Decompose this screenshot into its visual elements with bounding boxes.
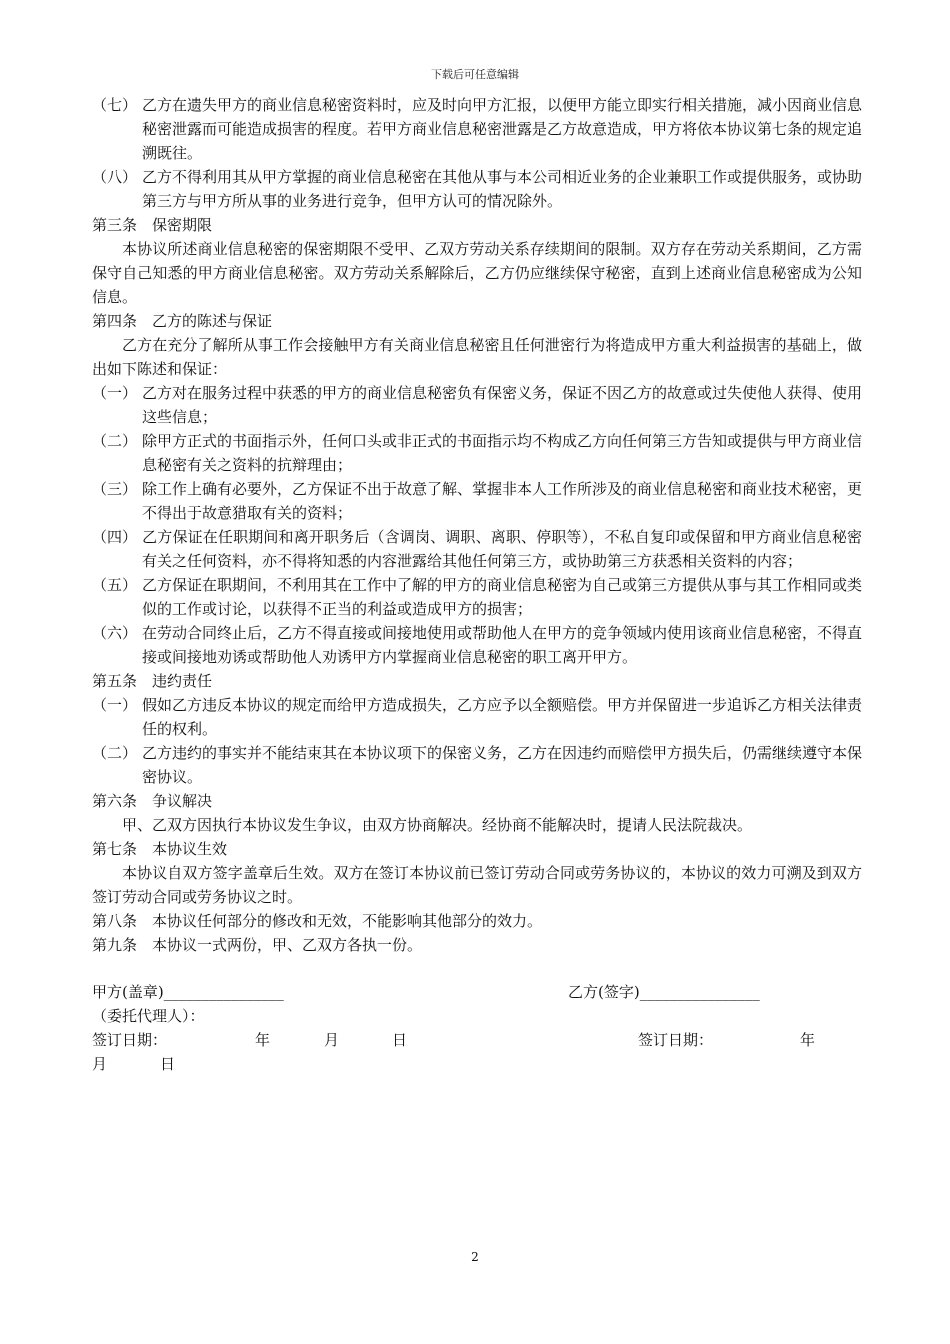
clause-text: 假如乙方违反本协议的规定而给甲方造成损失，乙方应予以全额赔偿。甲方并保留进一步追诉乙方相关法律责任的权利。	[142, 696, 863, 738]
agent-label: （委托代理人）：	[92, 1007, 205, 1025]
article-5-heading: 第五条 违约责任	[92, 672, 213, 690]
clause-text: 乙方不得利用其从甲方掌握的商业信息秘密在其他从事与本公司相近业务的企业兼职工作或提供服务，或协助第三方与甲方所从事的业务进行竞争，但甲方认可的情况除外。	[142, 168, 863, 210]
agent-row	[92, 1004, 862, 1028]
clause-text: 除工作上确有必要外，乙方保证不出于故意了解、掌握非本人工作所涉及的商业信息秘密和商业技术秘密，更不得出于故意猎取有关的资料；	[142, 480, 863, 522]
clause-text: 在劳动合同终止后，乙方不得直接或间接地使用或帮助他人在甲方的竞争领域内使用该商业信息秘密，不得直接或间接地劝诱或帮助他人劝诱甲方内掌握商业信息秘密的职工离开甲方。	[142, 624, 863, 666]
month-label-a: 月	[324, 1031, 340, 1049]
clause-text: 乙方在遗失甲方的商业信息秘密资料时，应及时向甲方汇报，以便甲方能立即实行相关措施，减小因商业信息秘密泄露而可能造成损害的程度。若甲方商业信息秘密泄露是乙方故意造成，甲方将依本协议第七条的规定追溯既往。	[142, 96, 863, 162]
article-9: 第九条 本协议一式两份，甲、乙双方各执一份。	[92, 936, 423, 954]
clause-text: 乙方保证在任职期间和离开职务后（含调岗、调职、离职、停职等），不私自复印或保留和甲方商业信息秘密有关之任何资料，亦不得将知悉的内容泄露给其他任何第三方，或协助第三方获悉相关资料的内容；	[142, 528, 862, 570]
clause-text: 除甲方正式的书面指示外，任何口头或非正式的书面指示均不构成乙方向任何第三方告知或提供与甲方商业信息秘密有关之资料的抗辩理由；	[142, 432, 863, 474]
date-label-b: 签订日期：	[638, 1031, 714, 1049]
clause-number: （一）	[92, 696, 138, 714]
clause-number: （二）	[92, 432, 138, 450]
article-6-body: 甲、乙双方因执行本协议发生争议，由双方协商解决。经协商不能解决时，提请人民法院裁决。	[122, 816, 753, 834]
article-7-heading: 第七条 本协议生效	[92, 840, 228, 858]
day-label-b: 日	[160, 1055, 176, 1073]
clause-number: （一）	[92, 384, 138, 402]
month-label-b: 月	[92, 1055, 108, 1073]
spacer	[92, 957, 862, 980]
article-4-heading: 第四条 乙方的陈述与保证	[92, 312, 273, 330]
page-header: 下载后可任意编辑	[431, 68, 519, 81]
date-row-continued	[92, 1052, 862, 1076]
signature-row	[92, 980, 862, 1004]
clause-item	[92, 93, 862, 165]
page-number: 2	[471, 1250, 479, 1264]
clause-text: 乙方违约的事实并不能结束其在本协议项下的保密义务，乙方在因违约而赔偿甲方损失后，仍需继续遵守本保密协议。	[142, 744, 863, 786]
clause-item	[92, 381, 862, 429]
clause-item	[92, 621, 862, 669]
day-label-a: 日	[392, 1031, 408, 1049]
clause-item	[92, 573, 862, 621]
clause-item	[92, 165, 862, 213]
article-3-heading: 第三条 保密期限	[92, 216, 213, 234]
year-label-a: 年	[255, 1031, 271, 1049]
clause-number: （二）	[92, 744, 138, 762]
date-label-a: 签订日期：	[92, 1031, 168, 1049]
clause-number: （六）	[92, 624, 138, 642]
article-3-body: 本协议所述商业信息秘密的保密期限不受甲、乙双方劳动关系存续期间的限制。双方存在劳动关系期间，乙方需保守自己知悉的甲方商业信息秘密。双方劳动关系解除后，乙方仍应继续保守秘密，直到上述商业信息秘密成为公知信息。	[92, 240, 862, 306]
clause-text: 乙方保证在职期间，不利用其在工作中了解的甲方的商业信息秘密为自己或第三方提供从事与其工作相同或类似的工作或讨论，以获得不正当的利益或造成甲方的损害；	[142, 576, 863, 618]
clause-number: （五）	[92, 576, 138, 594]
party-a-signature: 甲方(盖章)________________	[92, 983, 284, 1001]
date-row	[92, 1028, 862, 1052]
clause-item	[92, 741, 862, 789]
year-label-b: 年	[800, 1031, 816, 1049]
clause-number: （四）	[92, 528, 138, 546]
document-body	[92, 93, 862, 1076]
article-7-body: 本协议自双方签字盖章后生效。双方在签订本协议前已签订劳动合同或劳务协议的，本协议的效力可溯及到双方签订劳动合同或劳务协议之时。	[92, 864, 862, 906]
article-4-body: 乙方在充分了解所从事工作会接触甲方有关商业信息秘密且任何泄密行为将造成甲方重大利益损害的基础上，做出如下陈述和保证：	[92, 336, 862, 378]
party-b-signature: 乙方(签字)________________	[568, 983, 760, 1001]
clause-text: 乙方对在服务过程中获悉的甲方的商业信息秘密负有保密义务，保证不因乙方的故意或过失使他人获得、使用这些信息；	[142, 384, 863, 426]
clause-item	[92, 477, 862, 525]
clause-number: （三）	[92, 480, 138, 498]
article-6-heading: 第六条 争议解决	[92, 792, 213, 810]
clause-number: （七）	[92, 96, 138, 114]
clause-number: （八）	[92, 168, 138, 186]
clause-item	[92, 693, 862, 741]
clause-item	[92, 525, 862, 573]
article-8: 第八条 本协议任何部分的修改和无效，不能影响其他部分的效力。	[92, 912, 543, 930]
clause-item	[92, 429, 862, 477]
